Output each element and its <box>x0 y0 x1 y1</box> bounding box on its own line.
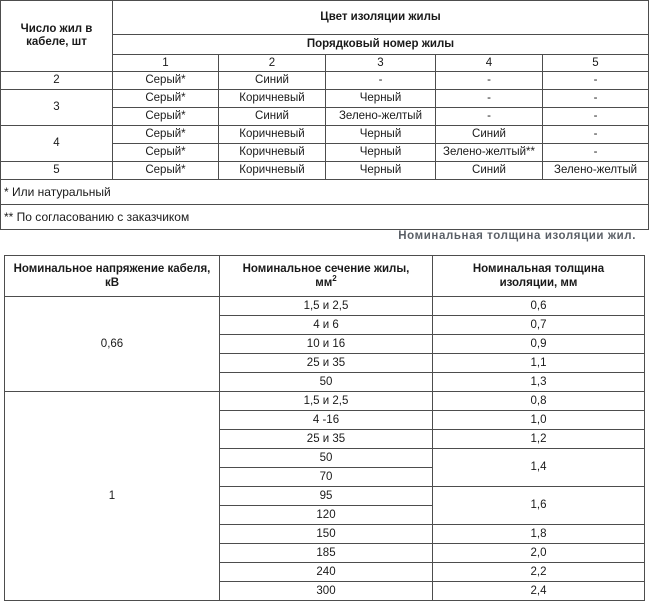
cell-core-color: Серый* <box>113 72 219 90</box>
cell-rated-voltage: 0,66 <box>5 297 220 392</box>
cell-core-color: - <box>436 72 543 90</box>
header-core-number: 2 <box>219 55 326 72</box>
cell-rated-section: 25 и 35 <box>220 430 433 449</box>
cell-core-color: Коричневый <box>219 126 326 144</box>
header-core-count: Число жил в кабеле, шт <box>1 1 113 72</box>
cell-rated-section: 150 <box>220 525 433 544</box>
cell-rated-section: 70 <box>220 468 433 487</box>
table-header-row <box>5 256 645 297</box>
cell-core-color: Коричневый <box>219 144 326 162</box>
cell-rated-section: 185 <box>220 544 433 563</box>
header-core-order: Порядковый номер жилы <box>113 35 649 55</box>
cell-core-color: Серый* <box>113 162 219 180</box>
cell-core-color: - <box>543 126 649 144</box>
cell-insulation-thickness: 2,0 <box>433 544 645 563</box>
cell-core-color: Черный <box>326 90 436 108</box>
cell-core-count: 2 <box>1 72 113 90</box>
cell-insulation-thickness: 1,1 <box>433 354 645 373</box>
table-row <box>5 392 645 411</box>
cell-insulation-thickness: 0,7 <box>433 316 645 335</box>
cell-core-color: Серый* <box>113 90 219 108</box>
cell-insulation-thickness: 2,2 <box>433 563 645 582</box>
header-insulation-thickness <box>433 256 645 297</box>
header-rated-section-line2 <box>222 276 430 290</box>
cell-core-color: - <box>326 72 436 90</box>
table-row <box>1 126 649 144</box>
cell-core-color: Коричневый <box>219 162 326 180</box>
cell-core-color: Зелено-желтый <box>326 108 436 126</box>
table-footnote-row <box>1 205 649 230</box>
table-footnote-row <box>1 180 649 205</box>
cell-rated-section: 4 и 6 <box>220 316 433 335</box>
header-section-unit: мм <box>315 277 333 289</box>
cell-rated-section: 1,5 и 2,5 <box>220 297 433 316</box>
table-row <box>1 72 649 90</box>
cell-core-color: - <box>436 90 543 108</box>
cell-rated-section: 120 <box>220 506 433 525</box>
table-row <box>1 162 649 180</box>
cell-rated-section: 50 <box>220 373 433 392</box>
cell-insulation-thickness: 1,8 <box>433 525 645 544</box>
cell-core-color: - <box>543 108 649 126</box>
cell-rated-section: 300 <box>220 582 433 601</box>
cell-core-color: Зелено-желтый <box>543 162 649 180</box>
footnote-text: * Или натуральный <box>1 180 649 205</box>
header-core-number: 1 <box>113 55 219 72</box>
cell-rated-voltage: 1 <box>5 392 220 601</box>
cell-core-color: Черный <box>326 162 436 180</box>
cell-rated-section: 50 <box>220 449 433 468</box>
cell-rated-section: 10 и 16 <box>220 335 433 354</box>
cell-core-count: 4 <box>1 126 113 162</box>
footnote-text: ** По согласованию с заказчиком <box>1 205 649 230</box>
cell-insulation-thickness: 0,8 <box>433 392 645 411</box>
cell-core-color: Синий <box>436 162 543 180</box>
header-core-number: 3 <box>326 55 436 72</box>
cell-rated-section: 240 <box>220 563 433 582</box>
header-rated-section-line1: Номинальное сечение жилы, <box>242 263 410 275</box>
cell-rated-section: 95 <box>220 487 433 506</box>
header-insulation-color: Цвет изоляции жилы <box>113 1 649 35</box>
table-row <box>1 90 649 108</box>
header-rated-voltage: Номинальное напряжение кабеля, кВ <box>5 256 220 297</box>
cell-core-color: Синий <box>436 126 543 144</box>
cell-core-color: - <box>436 108 543 126</box>
thickness-table-caption: Номинальная толщина изоляции жил. <box>398 230 636 242</box>
cell-core-color: Черный <box>326 144 436 162</box>
cell-core-color: Синий <box>219 108 326 126</box>
header-core-number: 5 <box>543 55 649 72</box>
cell-insulation-thickness: 1,0 <box>433 411 645 430</box>
cell-rated-section: 25 и 35 <box>220 354 433 373</box>
insulation-thickness-table <box>4 255 645 601</box>
cell-core-color: - <box>543 72 649 90</box>
cell-core-count: 5 <box>1 162 113 180</box>
cell-insulation-thickness: 1,2 <box>433 430 645 449</box>
cell-insulation-thickness: 0,9 <box>433 335 645 354</box>
cell-core-color: - <box>543 144 649 162</box>
header-insulation-thickness-line1: Номинальная толщина <box>472 263 605 275</box>
cell-insulation-thickness: 1,3 <box>433 373 645 392</box>
cell-core-color: Черный <box>326 126 436 144</box>
cell-core-color: Серый* <box>113 108 219 126</box>
table-row <box>1 1 649 35</box>
cell-core-color: Коричневый <box>219 90 326 108</box>
cell-core-count: 3 <box>1 90 113 126</box>
table-row <box>5 297 645 316</box>
core-color-table <box>0 0 649 230</box>
cell-insulation-thickness: 1,4 <box>433 449 645 487</box>
header-rated-section <box>220 256 433 297</box>
cell-insulation-thickness: 0,6 <box>433 297 645 316</box>
header-insulation-thickness-line2: изоляции, мм <box>499 277 578 289</box>
cell-core-color: Серый* <box>113 144 219 162</box>
cell-rated-section: 4 -16 <box>220 411 433 430</box>
cell-insulation-thickness: 1,6 <box>433 487 645 525</box>
cell-core-color: Синий <box>219 72 326 90</box>
cell-rated-section: 1,5 и 2,5 <box>220 392 433 411</box>
cell-insulation-thickness: 2,4 <box>433 582 645 601</box>
header-core-number: 4 <box>436 55 543 72</box>
header-section-exponent: 2 <box>332 274 337 284</box>
cell-core-color: Серый* <box>113 126 219 144</box>
cell-core-color: - <box>543 90 649 108</box>
cell-core-color: Зелено-желтый** <box>436 144 543 162</box>
